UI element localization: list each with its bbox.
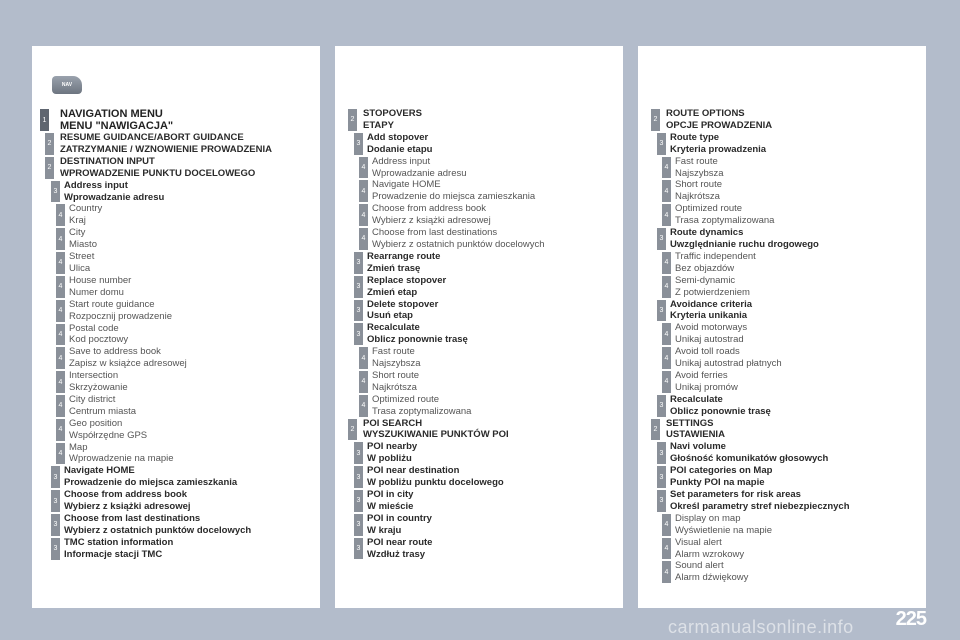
menu-entry-text (675, 560, 922, 584)
menu-entry-polish: W mieście (367, 500, 414, 512)
menu-entry (40, 108, 316, 132)
menu-entry-english: Rearrange route (367, 250, 441, 262)
menu-entry-polish: Informacje stacji TMC (64, 548, 163, 560)
level-badge: 4 (359, 157, 368, 179)
level-badge: 4 (359, 204, 368, 226)
level-badge: 3 (657, 133, 666, 155)
menu-entry-text (60, 108, 316, 132)
menu-entry-text (60, 132, 316, 156)
menu-entry-text (69, 323, 316, 347)
level-badge: 4 (662, 276, 671, 298)
level-badge: 4 (56, 443, 65, 465)
menu-entry-text (372, 179, 619, 203)
menu-entry-text (372, 203, 619, 227)
menu-entry-english: POI near destination (367, 465, 460, 477)
menu-list-1 (40, 108, 316, 561)
menu-entry (646, 275, 922, 299)
level-badge: 4 (662, 323, 671, 345)
menu-entry-text (670, 299, 922, 323)
menu-entry-polish: Wprowadzanie adresu (64, 191, 165, 203)
menu-entry-text (372, 156, 619, 180)
menu-entry-text (69, 394, 316, 418)
menu-entry-english: Route dynamics (670, 227, 744, 239)
menu-entry-english: Avoid motorways (675, 322, 748, 334)
menu-entry-text (69, 370, 316, 394)
menu-entry-polish: Numer domu (69, 286, 124, 298)
menu-entry (646, 251, 922, 275)
menu-panel-navigation (32, 46, 320, 608)
menu-entry (40, 156, 316, 180)
menu-entry-polish: Wzdłuż trasy (367, 548, 426, 560)
menu-entry-text (69, 346, 316, 370)
menu-entry-text (64, 465, 316, 489)
level-badge: 2 (45, 133, 54, 155)
menu-entry (646, 203, 922, 227)
menu-entry-polish: USTAWIENIA (666, 429, 725, 441)
menu-list-3 (646, 108, 922, 584)
menu-entry-text (675, 156, 922, 180)
menu-entry-polish: Wybierz z książki adresowej (372, 215, 491, 227)
menu-entry-polish: Prowadzenie do miejsca zamieszkania (64, 477, 238, 489)
level-badge: 3 (354, 538, 363, 560)
menu-entry-polish: WPROWADZENIE PUNKTU DOCELOWEGO (60, 167, 256, 179)
menu-entry-text (670, 441, 922, 465)
menu-entry (646, 299, 922, 323)
level-badge: 3 (657, 442, 666, 464)
menu-entry-english: Navi volume (670, 441, 726, 453)
menu-entry-english: Map (69, 441, 88, 453)
menu-entry-english: SETTINGS (666, 417, 714, 429)
menu-entry (343, 322, 619, 346)
menu-entry (646, 346, 922, 370)
menu-entry-text (367, 441, 619, 465)
menu-entry-text (372, 346, 619, 370)
menu-entry-english: DESTINATION INPUT (60, 155, 155, 167)
menu-entry-polish: Ulica (69, 262, 91, 274)
menu-entry-text (675, 203, 922, 227)
level-badge: 3 (354, 276, 363, 298)
menu-entry-polish: Bez objazdów (675, 262, 735, 274)
menu-entry-polish: Unikaj promów (675, 381, 738, 393)
menu-entry-text (372, 370, 619, 394)
level-badge: 2 (348, 419, 357, 441)
menu-entry-polish: Trasa zoptymalizowana (372, 405, 472, 417)
menu-entry-text (670, 227, 922, 251)
menu-entry-english: Recalculate (367, 322, 420, 334)
level-badge: 2 (651, 109, 660, 131)
menu-entry-text (675, 346, 922, 370)
menu-entry-english: Street (69, 251, 95, 263)
menu-entry-english: Address input (64, 179, 128, 191)
menu-entry-english: Sound alert (675, 560, 724, 572)
menu-entry (343, 179, 619, 203)
menu-entry (343, 227, 619, 251)
menu-entry-polish: Wprowadzanie adresu (372, 167, 467, 179)
menu-entry-text (675, 537, 922, 561)
level-badge: 1 (40, 109, 49, 131)
menu-entry-polish: Dodanie etapu (367, 143, 433, 155)
menu-entry (646, 489, 922, 513)
level-badge: 3 (354, 442, 363, 464)
menu-entry-polish: Głośność komunikatów głosowych (670, 453, 829, 465)
menu-entry-text (666, 108, 922, 132)
menu-entry (40, 394, 316, 418)
menu-entry-english: POI SEARCH (363, 417, 423, 429)
menu-entry-polish: Oblicz ponownie trasę (367, 334, 468, 346)
level-badge: 4 (662, 538, 671, 560)
menu-entry-english: Traffic independent (675, 250, 756, 262)
level-badge: 4 (56, 347, 65, 369)
menu-entry (40, 465, 316, 489)
menu-entry (646, 560, 922, 584)
menu-entry-english: City (69, 227, 86, 239)
level-badge: 4 (56, 395, 65, 417)
menu-entry (40, 442, 316, 466)
menu-entry-english: POI in country (367, 512, 432, 524)
menu-entry (646, 322, 922, 346)
menu-entry-text (675, 251, 922, 275)
menu-entry (40, 370, 316, 394)
menu-entry (40, 203, 316, 227)
menu-entry-polish: Usuń etap (367, 310, 413, 322)
menu-entry (40, 227, 316, 251)
level-badge: 3 (354, 133, 363, 155)
menu-entry-english: Route type (670, 131, 720, 143)
level-badge: 4 (56, 324, 65, 346)
menu-entry (40, 346, 316, 370)
menu-entry (343, 299, 619, 323)
menu-entry (646, 394, 922, 418)
menu-entry (646, 132, 922, 156)
level-badge: 4 (662, 561, 671, 583)
menu-entry-english: NAVIGATION MENU (60, 108, 163, 120)
menu-entry-polish: Najszybsza (675, 167, 724, 179)
menu-entry-polish: Z potwierdzeniem (675, 286, 750, 298)
menu-entry-english: Avoidance criteria (670, 298, 753, 310)
menu-entry-text (670, 394, 922, 418)
menu-entry (343, 370, 619, 394)
level-badge: 4 (56, 204, 65, 226)
menu-entry-text (363, 108, 619, 132)
menu-entry-text (69, 442, 316, 466)
menu-entry-english: Display on map (675, 512, 741, 524)
menu-entry-english: Intersection (69, 370, 119, 382)
level-badge: 2 (45, 157, 54, 179)
menu-entry-english: Save to address book (69, 346, 161, 358)
menu-entry (646, 513, 922, 537)
menu-entry-polish: Skrzyżowanie (69, 382, 128, 394)
menu-entry-text (64, 513, 316, 537)
menu-entry (646, 465, 922, 489)
menu-entry-english: City district (69, 393, 116, 405)
watermark: carmanualsonline.info (668, 617, 854, 637)
level-badge: 2 (651, 419, 660, 441)
menu-entry-english: Navigate HOME (64, 465, 135, 477)
menu-entry (343, 108, 619, 132)
menu-entry (40, 132, 316, 156)
menu-entry-text (675, 179, 922, 203)
menu-entry-polish: Unikaj autostrad (675, 334, 744, 346)
menu-entry-polish: Zmień etap (367, 286, 418, 298)
menu-entry-english: Short route (675, 179, 722, 191)
menu-entry-text (367, 537, 619, 561)
nav-button-icon: NAV (52, 76, 82, 94)
menu-entry-polish: Miasto (69, 239, 97, 251)
level-badge: 3 (354, 514, 363, 536)
menu-entry-english: Optimized route (372, 393, 440, 405)
menu-entry-text (675, 322, 922, 346)
menu-entry-text (670, 489, 922, 513)
level-badge: 4 (359, 395, 368, 417)
level-badge: 4 (56, 228, 65, 250)
menu-entry-english: Country (69, 203, 103, 215)
menu-entry (343, 394, 619, 418)
menu-entry-text (69, 227, 316, 251)
menu-entry-polish: Wprowadzenie na mapie (69, 453, 174, 465)
level-badge: 4 (359, 347, 368, 369)
menu-entry-english: Fast route (372, 346, 415, 358)
menu-entry-polish: OPCJE PROWADZENIA (666, 119, 773, 131)
menu-entry-text (69, 418, 316, 442)
menu-entry-polish: Punkty POI na mapie (670, 477, 765, 489)
menu-list-2 (343, 108, 619, 560)
menu-entry-polish: Wybierz z książki adresowej (64, 501, 191, 513)
menu-entry (343, 465, 619, 489)
level-badge: 4 (56, 419, 65, 441)
menu-entry-polish: Wybierz z ostatnich punktów docelowych (64, 524, 252, 536)
menu-entry-text (675, 513, 922, 537)
menu-entry-text (670, 132, 922, 156)
menu-entry-polish: Wyświetlenie na mapie (675, 524, 773, 536)
menu-entry-english: Optimized route (675, 203, 743, 215)
menu-entry-text (367, 322, 619, 346)
level-badge: 3 (51, 538, 60, 560)
level-badge: 4 (56, 371, 65, 393)
level-badge: 4 (56, 252, 65, 274)
menu-entry (40, 513, 316, 537)
menu-entry-polish: Kryteria prowadzenia (670, 143, 767, 155)
menu-entry (646, 537, 922, 561)
menu-entry-english: POI in city (367, 489, 414, 500)
menu-entry-text (367, 275, 619, 299)
menu-entry-polish: W kraju (367, 524, 402, 536)
level-badge: 3 (354, 300, 363, 322)
menu-entry-english: Set parameters for risk areas (670, 489, 801, 500)
menu-entry-text (64, 537, 316, 561)
menu-entry-english: Visual alert (675, 536, 722, 548)
menu-entry-text (367, 489, 619, 513)
menu-entry (40, 251, 316, 275)
menu-entry-english: Replace stopover (367, 274, 447, 286)
menu-entry-text (69, 251, 316, 275)
menu-entry-english: Semi-dynamic (675, 274, 736, 286)
level-badge: 3 (51, 514, 60, 536)
menu-entry (40, 489, 316, 513)
menu-entry (40, 299, 316, 323)
menu-entry-polish: W pobliżu punktu docelowego (367, 477, 504, 489)
menu-entry-text (675, 370, 922, 394)
menu-panel-route-settings (638, 46, 926, 608)
menu-entry-polish: Współrzędne GPS (69, 429, 148, 441)
menu-entry-polish: ZATRZYMANIE / WZNOWIENIE PROWADZENIA (60, 143, 272, 155)
menu-entry-polish: Kryteria unikania (670, 310, 748, 322)
menu-entry-english: Postal code (69, 322, 119, 334)
menu-entry-english: RESUME GUIDANCE/ABORT GUIDANCE (60, 132, 244, 143)
menu-entry-english: Avoid toll roads (675, 346, 740, 358)
menu-entry-english: Navigate HOME (372, 179, 441, 191)
menu-entry (646, 441, 922, 465)
level-badge: 4 (56, 276, 65, 298)
menu-entry (40, 275, 316, 299)
menu-entry-english: Start route guidance (69, 298, 155, 310)
menu-entry-english: Add stopover (367, 131, 429, 143)
menu-entry-text (367, 299, 619, 323)
menu-entry-polish: Uwzględnianie ruchu drogowego (670, 238, 819, 250)
menu-entry (343, 156, 619, 180)
menu-entry-text (367, 132, 619, 156)
level-badge: 4 (662, 157, 671, 179)
menu-entry-english: POI near route (367, 536, 433, 548)
menu-entry-english: POI nearby (367, 441, 418, 453)
menu-entry-english: POI categories on Map (670, 465, 773, 477)
menu-entry-polish: Unikaj autostrad płatnych (675, 358, 782, 370)
menu-entry-text (666, 418, 922, 442)
menu-entry-text (367, 513, 619, 537)
menu-entry-english: Address input (372, 155, 431, 167)
menu-entry-polish: Wybierz z ostatnich punktów docelowych (372, 238, 545, 250)
menu-entry-english: Choose from address book (64, 489, 187, 501)
level-badge: 3 (657, 300, 666, 322)
menu-entry (40, 537, 316, 561)
menu-entry-polish: Kod pocztowy (69, 334, 129, 346)
menu-entry-polish: Najszybsza (372, 358, 421, 370)
level-badge: 3 (51, 181, 60, 203)
menu-entry (646, 418, 922, 442)
level-badge: 4 (359, 228, 368, 250)
level-badge: 2 (348, 109, 357, 131)
menu-entry (343, 275, 619, 299)
menu-entry (646, 156, 922, 180)
menu-entry-polish: Zapisz w książce adresowej (69, 358, 187, 370)
menu-entry-english: Short route (372, 369, 419, 381)
level-badge: 4 (662, 252, 671, 274)
menu-entry-polish: Trasa zoptymalizowana (675, 215, 775, 227)
menu-entry-english: House number (69, 274, 132, 286)
level-badge: 3 (354, 490, 363, 512)
level-badge: 3 (657, 228, 666, 250)
menu-entry (343, 513, 619, 537)
menu-entry-english: TMC station information (64, 536, 174, 548)
menu-entry-english: STOPOVERS (363, 108, 422, 119)
menu-entry-english: Delete stopover (367, 298, 439, 310)
menu-entry (40, 180, 316, 204)
menu-entry-text (367, 251, 619, 275)
menu-entry (343, 346, 619, 370)
menu-entry (40, 418, 316, 442)
menu-entry-text (69, 275, 316, 299)
menu-entry-english: Choose from last destinations (372, 227, 498, 239)
menu-entry-english: Recalculate (670, 393, 723, 405)
level-badge: 4 (662, 371, 671, 393)
menu-entry-polish: Określ parametry stref niebezpiecznych (670, 500, 850, 512)
menu-entry (646, 179, 922, 203)
menu-entry-polish: ETAPY (363, 119, 394, 131)
level-badge: 3 (657, 395, 666, 417)
menu-entry-polish: Alarm dźwiękowy (675, 572, 749, 584)
level-badge: 3 (51, 466, 60, 488)
page-number: 225 (895, 608, 926, 630)
menu-entry-polish: Rozpocznij prowadzenie (69, 310, 172, 322)
menu-entry-polish: Prowadzenie do miejsca zamieszkania (372, 191, 536, 203)
menu-entry-polish: WYSZUKIWANIE PUNKTÓW POI (363, 429, 509, 441)
menu-entry (343, 251, 619, 275)
menu-entry-english: Avoid ferries (675, 369, 728, 381)
level-badge: 3 (51, 490, 60, 512)
menu-entry (646, 227, 922, 251)
menu-entry (343, 489, 619, 513)
menu-entry-polish: Alarm wzrokowy (675, 548, 745, 560)
menu-entry-text (69, 203, 316, 227)
level-badge: 4 (662, 204, 671, 226)
menu-entry-english: Geo position (69, 417, 123, 429)
level-badge: 4 (56, 300, 65, 322)
menu-entry (343, 203, 619, 227)
menu-entry (40, 323, 316, 347)
level-badge: 3 (354, 252, 363, 274)
menu-entry-polish: Kraj (69, 215, 86, 227)
menu-entry-english: Fast route (675, 155, 718, 167)
level-badge: 4 (662, 514, 671, 536)
menu-entry (343, 537, 619, 561)
menu-entry-polish: Centrum miasta (69, 405, 137, 417)
level-badge: 4 (662, 180, 671, 202)
menu-entry-text (372, 394, 619, 418)
menu-entry-polish: MENU "NAWIGACJA" (60, 120, 174, 132)
menu-entry-english: ROUTE OPTIONS (666, 108, 745, 119)
menu-entry-english: Choose from last destinations (64, 513, 201, 524)
menu-entry (343, 418, 619, 442)
menu-entry-polish: Oblicz ponownie trasę (670, 405, 771, 417)
menu-entry-text (372, 227, 619, 251)
menu-entry-polish: W pobliżu (367, 453, 412, 465)
menu-entry-text (670, 465, 922, 489)
menu-entry-text (675, 275, 922, 299)
menu-entry (646, 108, 922, 132)
level-badge: 3 (657, 466, 666, 488)
menu-entry (646, 370, 922, 394)
menu-entry-polish: Zmień trasę (367, 262, 421, 274)
menu-entry-english: Choose from address book (372, 203, 487, 215)
menu-entry-text (64, 180, 316, 204)
level-badge: 4 (359, 371, 368, 393)
menu-entry-text (69, 299, 316, 323)
menu-entry-polish: Najkrótsza (372, 381, 417, 393)
menu-panel-stopovers-poi (335, 46, 623, 608)
level-badge: 4 (662, 347, 671, 369)
level-badge: 4 (359, 180, 368, 202)
menu-entry-text (64, 489, 316, 513)
level-badge: 3 (354, 323, 363, 345)
menu-entry-text (60, 156, 316, 180)
level-badge: 3 (354, 466, 363, 488)
menu-entry-polish: Najkrótsza (675, 191, 720, 203)
menu-entry (343, 441, 619, 465)
menu-entry (343, 132, 619, 156)
menu-entry-text (367, 465, 619, 489)
menu-entry-text (363, 418, 619, 442)
level-badge: 3 (657, 490, 666, 512)
